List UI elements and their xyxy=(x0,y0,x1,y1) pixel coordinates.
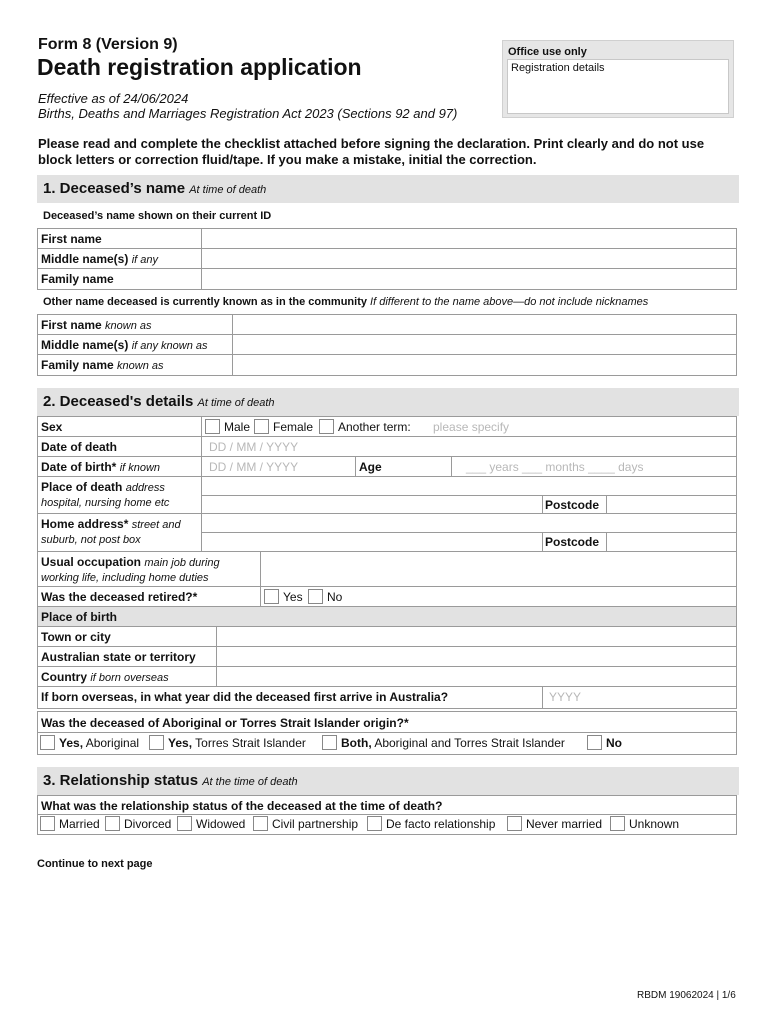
status-married-option[interactable] xyxy=(40,816,100,831)
registration-details-field[interactable] xyxy=(507,59,729,114)
place-of-death-hint: address xyxy=(125,482,165,494)
date-of-birth-row xyxy=(38,457,736,477)
office-use-panel xyxy=(502,40,734,118)
retired-no-checkbox[interactable] xyxy=(308,589,323,604)
sex-another-option[interactable] xyxy=(319,419,411,434)
unknown-checkbox[interactable] xyxy=(610,816,625,831)
known-family-input[interactable] xyxy=(233,355,736,375)
date-of-birth-label: Date of birth* xyxy=(41,460,117,474)
atsi-tsi-yes: Yes, xyxy=(168,735,193,750)
family-name-label: Family name xyxy=(41,272,114,286)
status-widowed-option[interactable] xyxy=(177,816,245,831)
age-input[interactable]: ___ years ___ months ____ days xyxy=(466,460,644,474)
atsi-both-prefix: Both, xyxy=(341,735,372,750)
instructions: Please read and complete the checklist attached before signing the declaration. Print clearly and do not use block letters or correction fluid/tape. If you make a mistake, initial the correction. xyxy=(38,136,705,167)
place-of-birth-row xyxy=(38,607,736,627)
home-address-row xyxy=(38,514,736,552)
atsi-aboriginal-option[interactable] xyxy=(40,735,139,750)
current-id-label: Deceased’s name shown on their current ID xyxy=(43,210,272,222)
atsi-both-checkbox[interactable] xyxy=(322,735,337,750)
atsi-tsi-option[interactable] xyxy=(149,735,306,750)
widowed-label: Widowed xyxy=(196,816,246,831)
widowed-checkbox[interactable] xyxy=(177,816,192,831)
office-use-label: Office use only xyxy=(508,46,587,58)
known-middle-hint: if any known as xyxy=(131,340,208,352)
known-family-row xyxy=(38,355,736,375)
female-checkbox[interactable] xyxy=(254,419,269,434)
section-1-header xyxy=(37,175,739,203)
retired-no-option[interactable] xyxy=(308,589,342,604)
section-1-subtitle: At time of death xyxy=(189,184,267,196)
sex-row xyxy=(38,417,736,437)
arrival-year-input[interactable]: YYYY xyxy=(549,690,582,704)
place-of-death-input[interactable] xyxy=(202,477,736,495)
occupation-label: Usual occupation xyxy=(41,555,142,569)
male-label: Male xyxy=(224,419,251,434)
town-input[interactable] xyxy=(217,627,736,646)
other-name-hint: If different to the name above—do not include nicknames xyxy=(370,296,649,308)
atsi-table xyxy=(37,711,737,755)
never-married-label: Never married xyxy=(526,816,603,831)
date-of-birth-hint: if known xyxy=(119,462,161,474)
sex-label: Sex xyxy=(41,420,63,434)
known-name-table xyxy=(37,314,737,376)
occupation-input[interactable] xyxy=(261,552,736,586)
form-id: Form 8 (Version 9) xyxy=(38,36,178,53)
atsi-both-option[interactable] xyxy=(322,735,565,750)
male-checkbox[interactable] xyxy=(205,419,220,434)
date-of-birth-input[interactable]: DD / MM / YYYY xyxy=(209,460,299,474)
section-2-subtitle: At time of death xyxy=(197,397,275,409)
atsi-no-checkbox[interactable] xyxy=(587,735,602,750)
civil-partnership-checkbox[interactable] xyxy=(253,816,268,831)
de-facto-checkbox[interactable] xyxy=(367,816,382,831)
registration-details-label: Registration details xyxy=(511,62,605,74)
another-label: Another term: xyxy=(338,419,411,434)
date-of-death-row xyxy=(38,437,736,457)
status-unknown-option[interactable] xyxy=(610,816,679,831)
country-label: Country xyxy=(41,670,87,684)
home-postcode-input[interactable] xyxy=(607,533,736,551)
known-family-label: Family name xyxy=(41,358,114,372)
never-married-checkbox[interactable] xyxy=(507,816,522,831)
home-postcode-label: Postcode xyxy=(545,535,600,549)
middle-name-row xyxy=(38,249,736,269)
atsi-both-label: Aboriginal and Torres Strait Islander xyxy=(374,735,565,750)
retired-no-label: No xyxy=(327,589,343,604)
other-name-label: Other name deceased is currently known as in the community xyxy=(43,296,367,308)
another-checkbox[interactable] xyxy=(319,419,334,434)
home-address-label: Home address* xyxy=(41,517,129,531)
atsi-aboriginal-yes: Yes, xyxy=(59,735,84,750)
unknown-label: Unknown xyxy=(629,816,680,831)
first-name-label: First name xyxy=(41,232,102,246)
first-name-input[interactable] xyxy=(202,229,736,248)
page-footer: RBDM 19062024 | 1/6 xyxy=(637,990,736,1001)
status-civil-partnership-option[interactable] xyxy=(253,816,358,831)
known-middle-label: Middle name(s) xyxy=(41,338,129,352)
first-name-row xyxy=(38,229,736,249)
relationship-question: What was the relationship status of the deceased at the time of death? xyxy=(41,799,443,813)
section-3-title: 3. Relationship status xyxy=(43,772,199,789)
home-address-hint: street and xyxy=(131,519,181,531)
known-family-hint: known as xyxy=(117,360,164,372)
atsi-tsi-checkbox[interactable] xyxy=(149,735,164,750)
arrival-label: If born overseas, in what year did the deceased first arrive in Australia? xyxy=(41,690,449,704)
civil-partnership-label: Civil partnership xyxy=(272,816,359,831)
home-address-hint-2: suburb, not post box xyxy=(41,534,141,546)
section-3-header xyxy=(37,767,739,795)
status-de-facto-option[interactable] xyxy=(367,816,495,831)
town-label: Town or city xyxy=(41,630,111,644)
known-middle-row xyxy=(38,335,736,355)
state-label: Australian state or territory xyxy=(41,650,196,664)
place-of-death-label: Place of death xyxy=(41,480,123,494)
relationship-options-row xyxy=(38,815,736,834)
atsi-question: Was the deceased of Aboriginal or Torres Strait Islander origin?* xyxy=(41,716,409,730)
known-first-input[interactable] xyxy=(233,315,736,334)
country-hint: if born overseas xyxy=(90,672,169,684)
middle-name-input[interactable] xyxy=(202,249,736,268)
home-address-input[interactable] xyxy=(202,514,736,532)
relationship-question-row xyxy=(38,796,736,815)
atsi-no-option[interactable] xyxy=(587,735,622,750)
married-checkbox[interactable] xyxy=(40,816,55,831)
retired-yes-label: Yes xyxy=(283,589,303,604)
sex-female-option[interactable] xyxy=(254,419,313,434)
date-of-death-label: Date of death xyxy=(41,440,118,454)
divorced-label: Divorced xyxy=(124,816,172,831)
section-1-title: 1. Deceased’s name xyxy=(43,180,186,197)
occupation-hint: main job during xyxy=(144,557,220,569)
known-first-label: First name xyxy=(41,318,102,332)
arrival-row xyxy=(38,687,736,708)
occupation-hint-2: working life, including home duties xyxy=(41,572,209,584)
relationship-table xyxy=(37,795,737,835)
known-first-hint: known as xyxy=(105,320,152,332)
retired-yes-checkbox[interactable] xyxy=(264,589,279,604)
country-row xyxy=(38,667,736,687)
date-of-death-input[interactable]: DD / MM / YYYY xyxy=(209,440,299,454)
page-title: Death registration application xyxy=(37,54,362,80)
continue-note: Continue to next page xyxy=(37,858,153,870)
retired-yes-option[interactable] xyxy=(264,589,303,604)
place-of-birth-label: Place of birth xyxy=(41,610,118,624)
act-reference: Births, Deaths and Marriages Registration Act 2023 (Sections 92 and 97) xyxy=(38,106,458,121)
current-name-table xyxy=(37,228,737,290)
known-first-row xyxy=(38,315,736,335)
atsi-no-label: No xyxy=(606,735,622,750)
atsi-options-row xyxy=(38,733,736,754)
occupation-row xyxy=(38,552,736,587)
state-input[interactable] xyxy=(217,647,736,666)
place-of-death-hint-2: hospital, nursing home etc xyxy=(41,497,170,509)
place-of-death-row xyxy=(38,477,736,514)
divorced-checkbox[interactable] xyxy=(105,816,120,831)
atsi-aboriginal-checkbox[interactable] xyxy=(40,735,55,750)
details-table xyxy=(37,416,737,709)
age-label: Age xyxy=(359,460,382,474)
atsi-tsi-label: Torres Strait Islander xyxy=(195,735,306,750)
state-row xyxy=(38,647,736,667)
sex-male-option[interactable] xyxy=(205,419,250,434)
death-postcode-input[interactable] xyxy=(607,496,736,513)
section-3-subtitle: At the time of death xyxy=(202,776,298,788)
retired-label: Was the deceased retired?* xyxy=(41,590,198,604)
family-name-input[interactable] xyxy=(202,269,736,289)
death-postcode-label: Postcode xyxy=(545,498,600,512)
another-input[interactable]: please specify xyxy=(433,420,510,434)
de-facto-label: De facto relationship xyxy=(386,816,496,831)
town-row xyxy=(38,627,736,647)
status-never-married-option[interactable] xyxy=(507,816,602,831)
married-label: Married xyxy=(59,816,100,831)
section-2-title: 2. Deceased's details xyxy=(43,393,194,410)
middle-name-label: Middle name(s) xyxy=(41,252,129,266)
country-input[interactable] xyxy=(217,667,736,686)
atsi-question-row xyxy=(38,712,736,733)
female-label: Female xyxy=(273,419,314,434)
known-middle-input[interactable] xyxy=(233,335,736,354)
section-2-header xyxy=(37,388,739,416)
middle-name-hint: if any xyxy=(131,254,158,266)
retired-row xyxy=(38,587,736,607)
effective-date: Effective as of 24/06/2024 xyxy=(38,91,189,106)
atsi-aboriginal-label: Aboriginal xyxy=(85,735,140,750)
family-name-row xyxy=(38,269,736,289)
status-divorced-option[interactable] xyxy=(105,816,171,831)
